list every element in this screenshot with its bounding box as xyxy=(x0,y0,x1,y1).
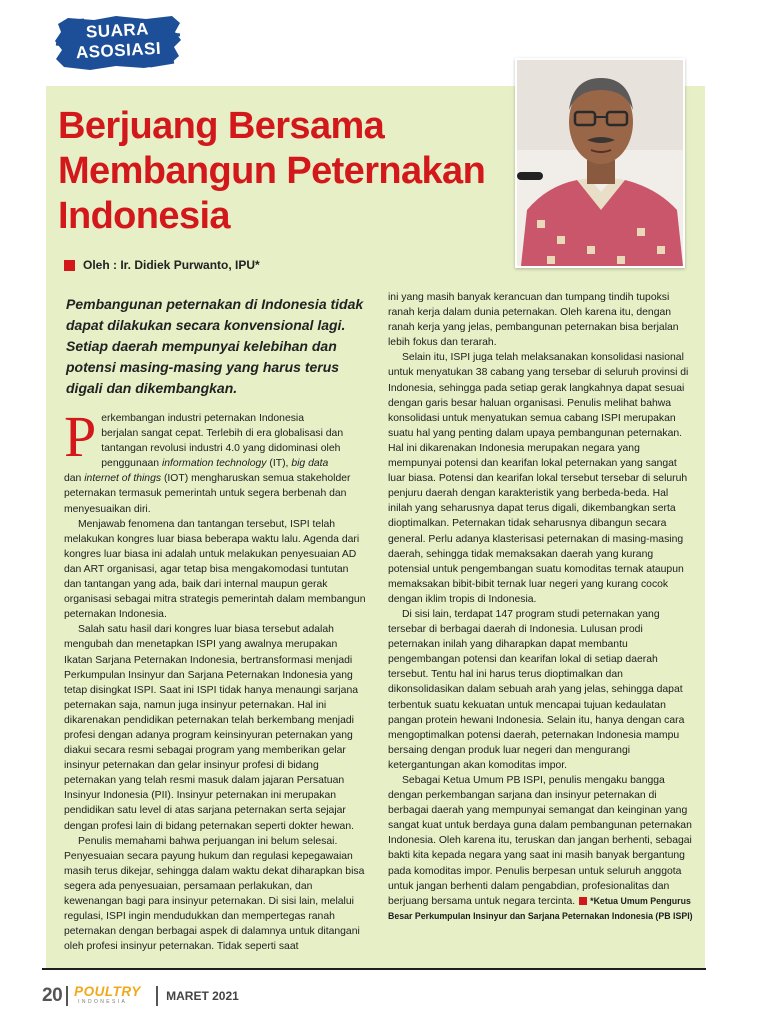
emphasis-term: big data xyxy=(291,458,329,470)
magazine-logo-sub: INDONESIA xyxy=(78,999,128,1005)
author-name: Oleh : Ir. Didiek Purwanto, IPU* xyxy=(83,258,260,272)
section-badge xyxy=(54,14,182,72)
footer-separator xyxy=(66,986,68,1006)
footer-separator xyxy=(156,986,158,1006)
red-square-icon xyxy=(579,897,587,905)
page-footer xyxy=(42,984,239,1008)
body-paragraph: Di sisi lain, terdapat 147 program studi peternakan yang tersebar di berbagai daerah di Indonesia. Lulusan prodi peternakan inilah yang diharapkan dapat membantu pengembangan potensi dan kearifan lokal di setiap daerah tersebut. Tentu hal ini harus terus dioptimalkan dan dikonsolidasikan dalam sebuah arah yang jelas, sehingga dapat terbentuk suatu kekuatan untuk mencapai tujuan kedaulatan pangan protein hewani Indonesia. Selain itu, hanya dengan cara mengoptimalkan potensi daerah, peternakan Indonesia mampu bersaing dengan produk luar negeri dan mengurangi ketergantungan akan komoditas impor. xyxy=(388,608,685,771)
article-column-right xyxy=(388,290,694,924)
section-badge-label: SUARA ASOSIASI xyxy=(75,19,162,63)
article-byline xyxy=(64,258,260,272)
author-photo xyxy=(515,58,685,268)
body-paragraph: Penulis memahami bahwa perjuangan ini belum selesai. Penyesuaian secara payung hukum dan regulasi kepegawaian masih terus dikejar, sehingga dalam waktu dekat diharapkan bisa segera ada penyesuaian, persamaan perlakukan, dan kewenangan bagi para insinyur peternakan. Di sisi lain, melalui regulasi, ISPI ingin mendudukkan dan mempertegas ranah peternakan dengan berbagai aspek di dalamnya untuk ditangani oleh profesi insinyur peternakan. Tidak seperti saat xyxy=(64,835,365,953)
issue-date: MARET 2021 xyxy=(166,989,239,1003)
body-paragraph: Menjawab fenomena dan tantangan tersebut, ISPI telah melakukan kongres luar biasa beberapa waktu lalu. Agenda dari kongres luar biasa ini adalah untuk melakukan penyesuaian AD dan ART organisasi, agar tetap bisa mengakomodasi tuntutan dan tantangan yang ada, baik dari internal maupun gerak organisasi sebagai mitra strategis pemerintah dalam membangun peternakan Indonesia. xyxy=(64,518,366,621)
article-column-left xyxy=(64,404,366,954)
emphasis-term: information technology xyxy=(161,458,267,470)
magazine-logo xyxy=(72,985,152,1007)
body-paragraph: Sebagai Ketua Umum PB ISPI, penulis mengaku bangga dengan perkembangan sarjana dan insinyur peternakan di berbagai daerah yang mempunyai semangat dan keinginan yang sangat kuat untuk berdaya guna dalam pembangunan peternakan Indonesia. Oleh karena itu, teruskan dan jangan berhenti, sebagai bakti kita kepada negara yang saat ini masih banyak bergantung pada komoditas impor. Penulis berpesan untuk seluruh anggota untuk jangan berhenti dalam pengabdian, profesionalitas dan berjuang bersama untuk negara tercinta. *Ketua Umum Pengurus Besar Perkumpulan Insinyur dan Sarjana Peternakan Indonesia (PB ISPI) xyxy=(388,775,693,921)
page-number: 20 xyxy=(42,985,63,1006)
drop-cap: P xyxy=(64,404,97,469)
body-paragraph: P erkembangan industri peternakan Indonesia berjalan sangat cepat. Terlebih di era globalisasi dan tantangan revolusi industri 4.0 yang didominasi oleh penggunaan information technology (IT), big data dan internet of things (IOT) mengharuskan semua stakeholder peternakan termasuk pemerintah untuk segera berbenah dan menyesuaikan diri. xyxy=(64,404,351,515)
article-lead: Pembangunan peternakan di Indonesia tidak dapat dilakukan secara konvensional lagi. Setiap daerah mempunyai kelebihan dan potensi masing-masing yang harus terus digali dan dikembangkan. xyxy=(66,296,364,396)
author-portrait-icon xyxy=(517,60,683,266)
magazine-logo-main: POULTRY xyxy=(74,984,141,999)
author-footnote: *Ketua Umum Pengurus Besar Perkumpulan Insinyur dan Sarjana Peternakan Indonesia (PB ISPI) xyxy=(388,895,693,921)
emphasis-term: internet of things xyxy=(84,473,162,485)
article-title: Berjuang Bersama Membangun Peternakan Indonesia xyxy=(58,105,486,237)
red-square-icon xyxy=(64,260,75,271)
body-paragraph: Selain itu, ISPI juga telah melaksanakan konsolidasi nasional untuk menyatukan 38 cabang yang tersebar di seluruh provinsi di Indonesia, sehingga pada setiap gerak langkahnya dapat sesuai dengan garis besar haluan organisasi. Penulis melihat bahwa konsolidasi untuk menyatukan semua cabang ISPI merupakan suatu hal yang penting dalam upaya pembangunan peternakan. Hal ini dikarenakan Indonesia merupakan negara yang mempunyai potensi dan kearifan lokal peternakan yang sangat luar biasa. Potensi dan kearifan lokal tersebut tersebar di seluruh penjuru daerah dengan karakteristik yang berbeda-beda. Hal inilah yang seharusnya dapat terus digali, dikembangkan serta dioptimalkan. Peternakan tidak seharusnya dibangun secara general. Perlu adanya klasterisasi peternakan di masing-masing daerah, sehingga tidak memaksakan daerah yang kurang potensial untuk pengembangan suatu komoditas ternak ataupun memaksakan bibit-bibit ternak luar negeri yang kurang cocok dengan iklim tropis di Indonesia. xyxy=(388,352,689,605)
body-paragraph: ini yang masih banyak kerancuan dan tumpang tindih tupoksi ranah kerja dalam dunia peternakan. Oleh karena itu, dengan ranah kerja yang jelas, pembangunan peternakan bisa berjalan lebih fokus dan terarah. xyxy=(388,292,679,349)
footer-divider xyxy=(42,968,706,970)
body-paragraph: Salah satu hasil dari kongres luar biasa tersebut adalah mengubah dan menetapkan ISPI yang awalnya merupakan Ikatan Sarjana Peternakan Indonesia, bertransformasi menjadi Perkumpulan Insinyur dan Sarjana Peternakan Indonesia yang tetap disingkat ISPI. Saat ini ISPI tidak hanya menaungi sarjana peternakan saja, namun juga insinyur peternakan. Hal ini dikarenakan pendidikan peternakan telah berkembang menjadi profesi dengan adanya program keinsinyuran peternakan yang diakui secara resmi sebagai program yang memberikan gelar insinyur peternakan dan gelar insinyur profesi di bidang peternakan yang telah resmi masuk dalam jajaran Persatuan Insinyur Indonesia (PII). Insinyur peternakan ini merupakan pendidikan satu level di atas sarjana peternakan serta sejajar dengan profesi lain di bidang peternakan seperti dokter hewan. xyxy=(64,624,359,832)
